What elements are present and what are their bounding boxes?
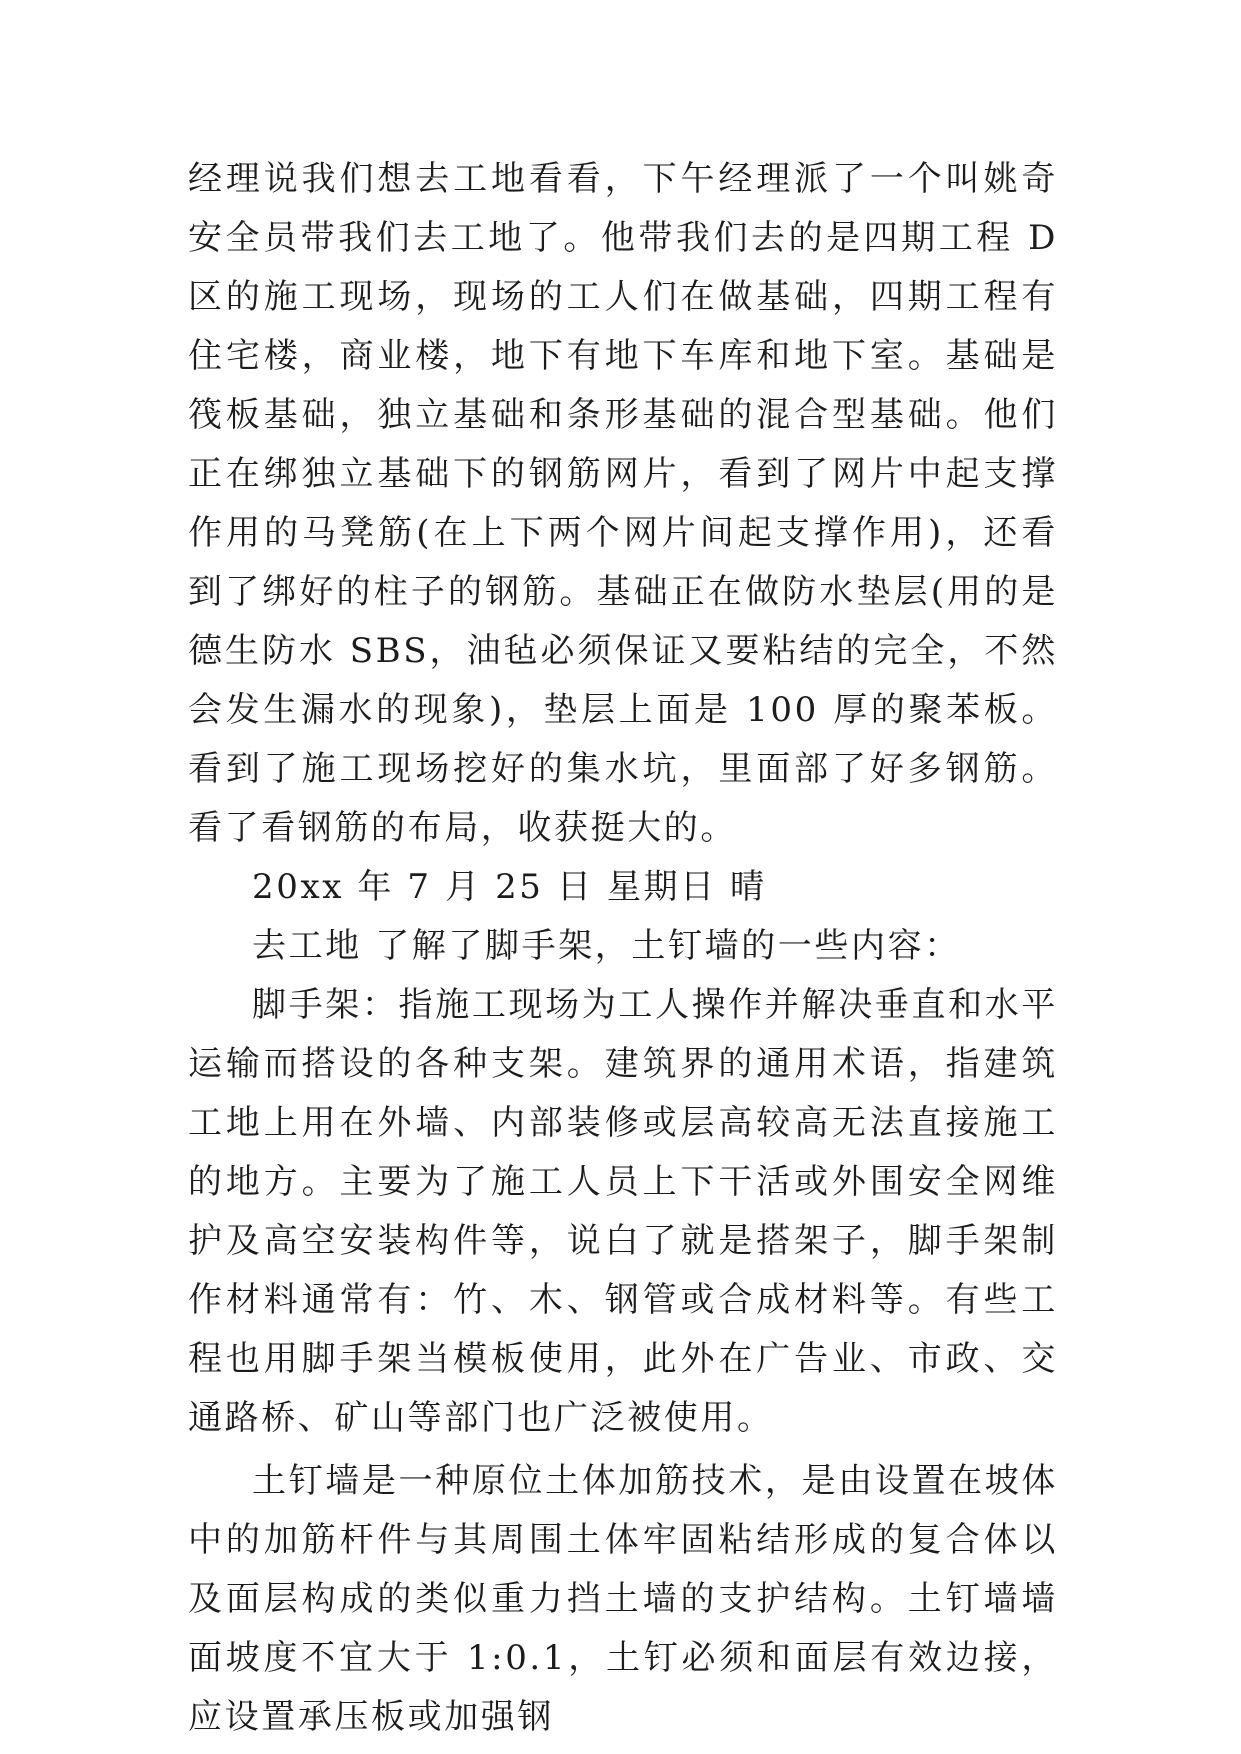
paragraph-soil-nail-wall: 土钉墙是一种原位土体加筋技术，是由设置在坡体中的加筋杆件与其周围土体牢固粘结形成的复合体以及面层构成的类似重力挡土墙的支护结构。土钉墙墙面坡度不宜大于 1:0.1，土钉必须和面层有效边接，应设置承压板或加强钢 (188, 1461, 1058, 1737)
body-text (188, 150, 1058, 1747)
paragraph-scaffolding: 脚手架：指施工现场为工人操作并解决垂直和水平运输而搭设的各种支架。建筑界的通用术语，指建筑工地上用在外墙、内部装修或层高较高无法直接施工的地方。主要为了施工人员上下干活或外围安全网维护及高空安装构件等，说白了就是搭架子，脚手架制作材料通常有：竹、木、钢管或合成材料等。有些工程也用脚手架当模板使用，此外在广告业、市政、交通路桥、矿山等部门也广泛被使用。 (188, 985, 1058, 1438)
paragraph-date-weather: 20xx 年 7 月 25 日 星期日 晴 (252, 867, 767, 907)
paragraph-site-visit: 经理说我们想去工地看看，下午经理派了一个叫姚奇安全员带我们去工地了。他带我们去的是四期工程 D 区的施工现场，现场的工人们在做基础，四期工程有住宅楼，商业楼，地下有地下车库和地下室。基础是筏板基础，独立基础和条形基础的混合型基础。他们正在绑独立基础下的钢筋网片，看到了网片中起支撑作用的马凳筋(在上下两个网片间起支撑作用)，还看到了绑好的柱子的钢筋。基础正在做防水垫层(用的是德生防水 SBS，油毡必须保证又要粘结的完全，不然会发生漏水的现象)，垫层上面是 100 厚的聚苯板。看到了施工现场挖好的集水坑，里面部了好多钢筋。看了看钢筋的布局，收获挺大的。 (188, 159, 1058, 848)
paragraph-topic-intro: 去工地 了解了脚手架，土钉墙的一些内容： (252, 926, 961, 966)
